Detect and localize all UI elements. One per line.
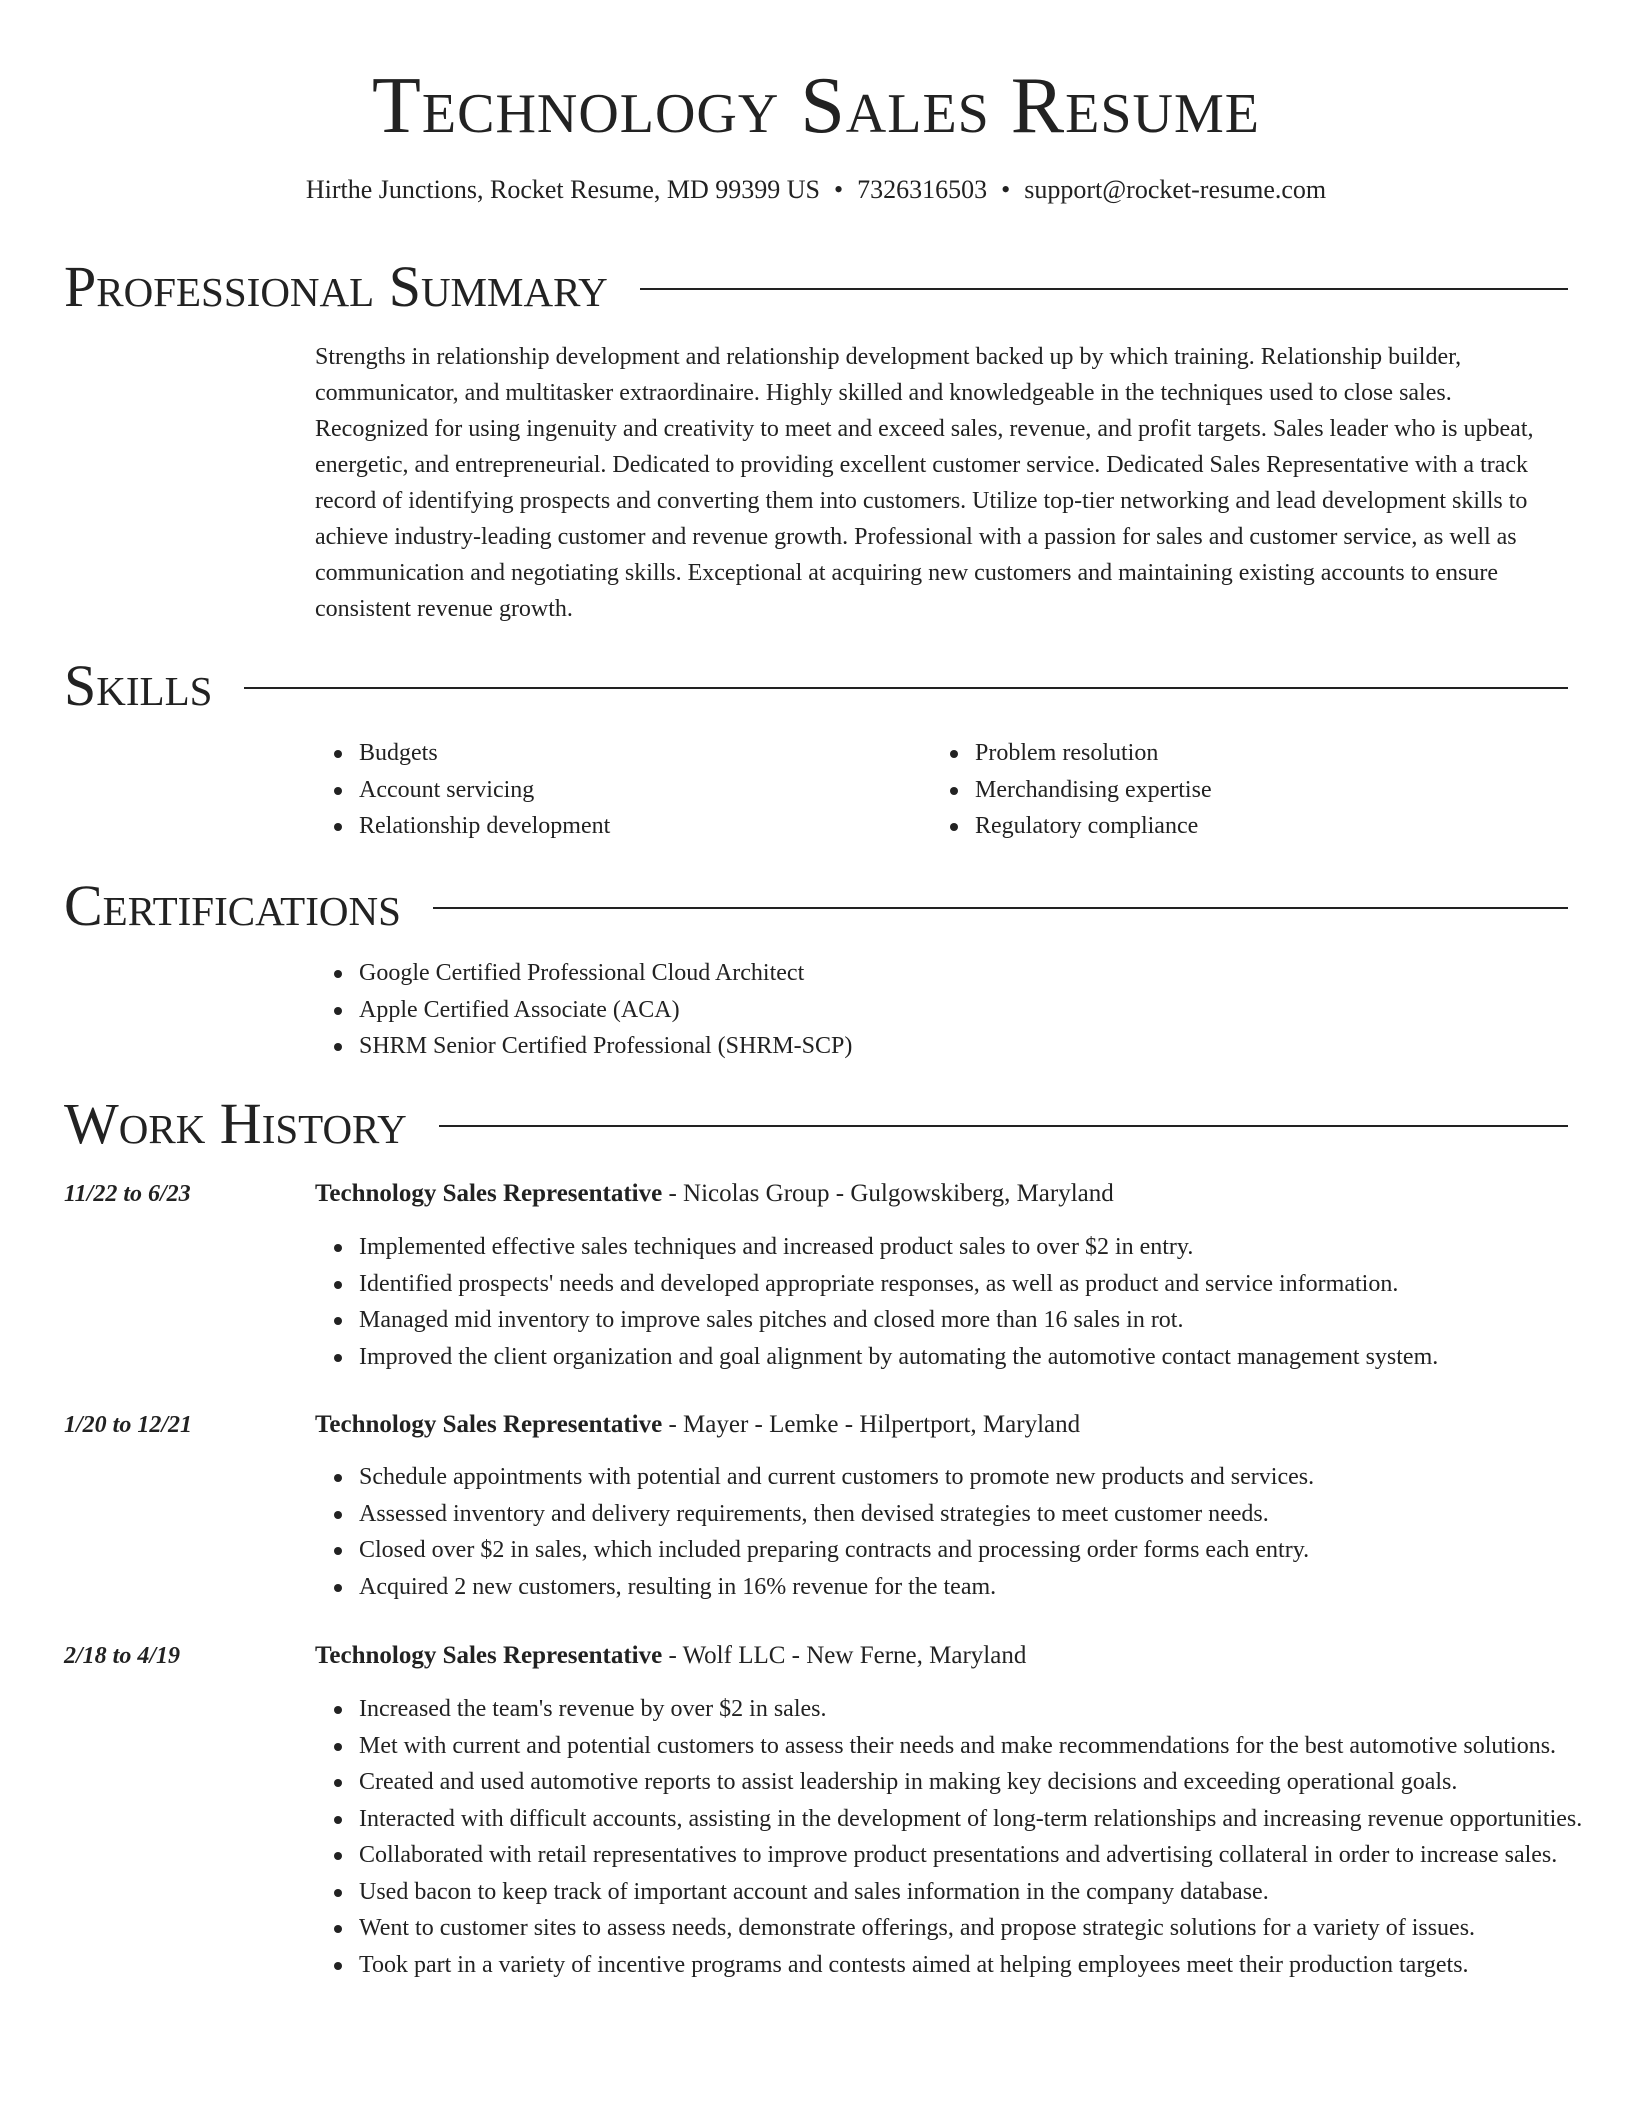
job-role: Technology Sales Representative: [315, 1180, 663, 1207]
skill-item: Merchandising expertise: [975, 772, 1212, 809]
contact-separator: •: [1001, 175, 1011, 204]
section-header-skills: [64, 651, 1568, 721]
job-bullet: Used bacon to keep track of important account and sales information in the company database.: [359, 1874, 1614, 1911]
contact-separator: •: [834, 175, 844, 204]
job-employer: - Nicolas Group - Gulgowskiberg, Maryland: [662, 1180, 1114, 1207]
section-header-certifications: [64, 871, 1568, 941]
summary-paragraph: Strengths in relationship development and relationship development backed up by which training. Relationship builder, communicator, and multitasker extraordinaire. Highly skilled and knowledgeable in the techniques used to close sales. Recognized for using ingenuity and creativity to meet and exceed sales, revenue, and profit targets. Sales leader who is upbeat, energetic, and entrepreneurial. Dedicated to providing excellent customer service. Dedicated Sales Representative with a track record of identifying prospects and converting them into customers. Utilize top-tier networking and lead development skills to achieve industry-leading customer and revenue growth. Professional with a passion for sales and customer service, as well as communication and negotiating skills. Exceptional at acquiring new customers and maintaining existing accounts to ensure consistent revenue growth.: [315, 344, 1534, 622]
job-employer: - Wolf LLC - New Ferne, Maryland: [662, 1642, 1027, 1669]
job-bullet: Schedule appointments with potential and current customers to promote new products and services.: [359, 1459, 1614, 1496]
job-heading: [315, 1177, 1114, 1211]
section-divider: [439, 1125, 1568, 1127]
contact-email: support@rocket-resume.com: [1024, 175, 1327, 204]
job-bullet: Assessed inventory and delivery requirements, then devised strategies to meet customer needs.: [359, 1496, 1614, 1533]
skill-item: Account servicing: [359, 772, 610, 809]
job-bullet: Collaborated with retail representatives to improve product presentations and advertising collateral in order to increase sales.: [359, 1837, 1614, 1874]
certification-item: SHRM Senior Certified Professional (SHRM-SCP): [359, 1028, 852, 1065]
section-divider: [640, 288, 1568, 290]
job-bullet: Met with current and potential customers to assess their needs and make recommendations for the best automotive solutions.: [359, 1728, 1614, 1765]
job-bullets: [315, 1459, 1614, 1605]
job-bullet: Closed over $2 in sales, which included preparing contracts and processing order forms each entry.: [359, 1532, 1614, 1569]
job-bullets: [315, 1691, 1614, 1983]
job-bullet: Managed mid inventory to improve sales pitches and closed more than 16 sales in rot.: [359, 1302, 1614, 1339]
contact-line: [0, 173, 1632, 207]
section-title-skills: Skills: [64, 653, 213, 718]
skill-item: Budgets: [359, 735, 610, 772]
job-bullet: Took part in a variety of incentive programs and contests aimed at helping employees meet their production targets.: [359, 1947, 1614, 1984]
job-bullet: Improved the client organization and goal alignment by automating the automotive contact management system.: [359, 1339, 1614, 1376]
skills-list-right: [931, 735, 1212, 845]
section-header-work-history: [64, 1089, 1568, 1159]
contact-phone: 7326316503: [857, 175, 988, 204]
job-bullet: Created and used automotive reports to assist leadership in making key decisions and exceeding operational goals.: [359, 1764, 1614, 1801]
section-divider: [433, 907, 1568, 909]
job-bullet: Identified prospects' needs and developed appropriate responses, as well as product and service information.: [359, 1266, 1614, 1303]
job-heading: [315, 1408, 1080, 1442]
section-title-certifications: Certifications: [64, 873, 401, 938]
section-title-work-history: Work History: [64, 1091, 407, 1156]
job-role: Technology Sales Representative: [315, 1411, 663, 1438]
resume-title: Technology Sales Resume: [372, 62, 1260, 150]
job-heading: [315, 1639, 1026, 1673]
skill-item: Problem resolution: [975, 735, 1212, 772]
job-bullet: Acquired 2 new customers, resulting in 16% revenue for the team.: [359, 1569, 1614, 1606]
job-dates: 11/22 to 6/23: [64, 1181, 191, 1207]
job-dates: 2/18 to 4/19: [64, 1643, 181, 1669]
section-divider: [244, 687, 1568, 689]
skills-list-left: [315, 735, 610, 845]
skill-item: Regulatory compliance: [975, 808, 1212, 845]
job-bullet: Implemented effective sales techniques and increased product sales to over $2 in entry.: [359, 1229, 1614, 1266]
certifications-list: [315, 955, 852, 1065]
job-bullets: [315, 1229, 1614, 1375]
certification-item: Google Certified Professional Cloud Architect: [359, 955, 852, 992]
job-role: Technology Sales Representative: [315, 1642, 663, 1669]
contact-address: Hirthe Junctions, Rocket Resume, MD 99399 US: [305, 175, 821, 204]
section-title-summary: Professional Summary: [64, 254, 608, 319]
job-dates: 1/20 to 12/21: [64, 1412, 193, 1438]
skill-item: Relationship development: [359, 808, 610, 845]
job-bullet: Went to customer sites to assess needs, demonstrate offerings, and propose strategic solutions for a variety of issues.: [359, 1910, 1614, 1947]
certification-item: Apple Certified Associate (ACA): [359, 992, 852, 1029]
job-employer: - Mayer - Lemke - Hilpertport, Maryland: [662, 1411, 1081, 1438]
section-header-summary: [64, 252, 1568, 322]
job-bullet: Interacted with difficult accounts, assisting in the development of long-term relationships and increasing revenue opportunities.: [359, 1801, 1614, 1838]
job-bullet: Increased the team's revenue by over $2 in sales.: [359, 1691, 1614, 1728]
